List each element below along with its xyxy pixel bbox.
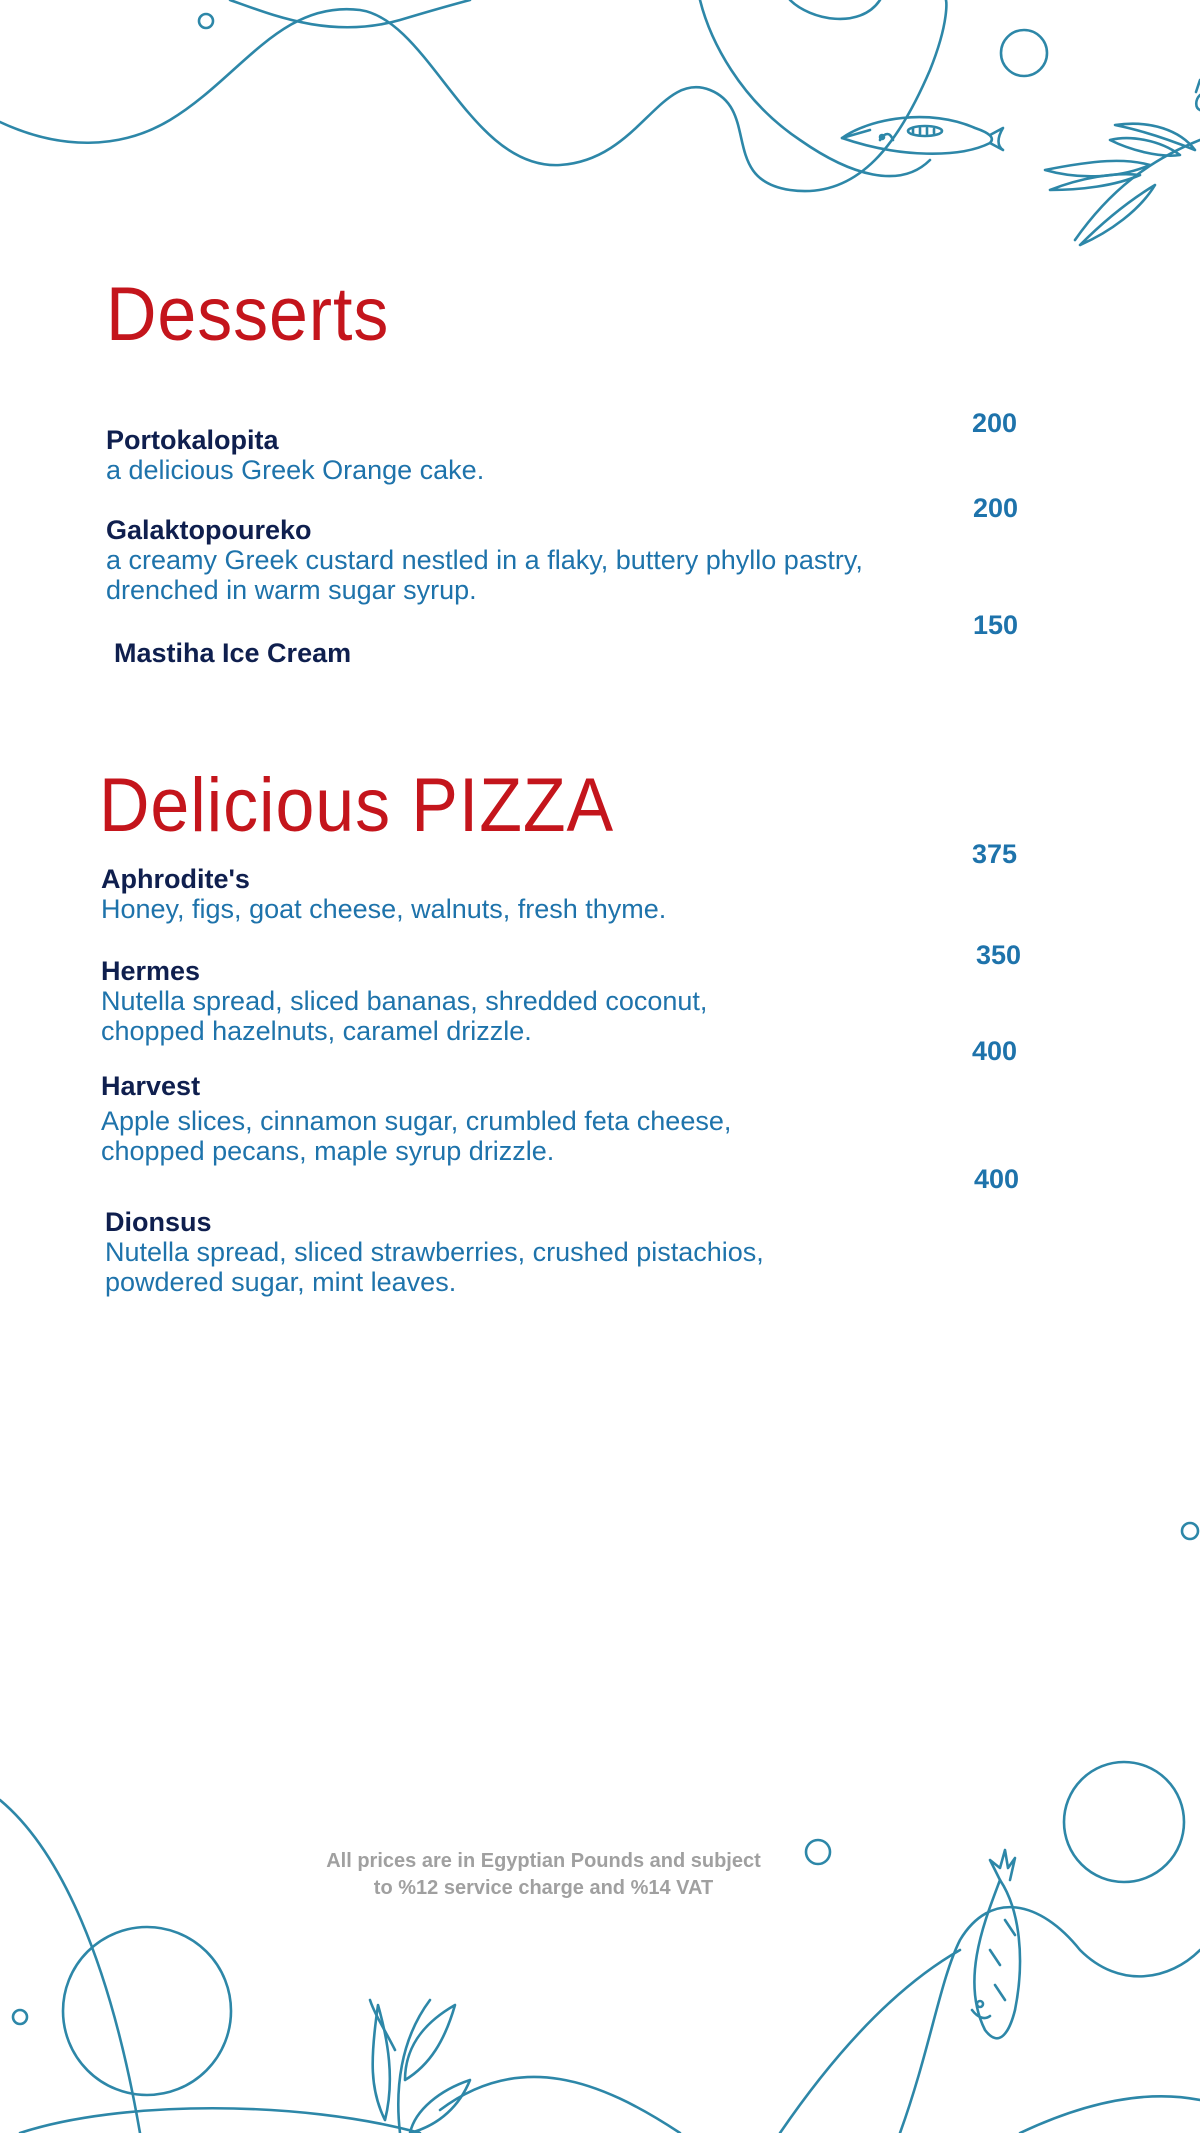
item-price: 200 [973,493,1019,523]
menu-item [101,956,731,1046]
bubble-icon [1001,30,1047,76]
menu-item [101,864,881,924]
bubble-icon [63,1927,231,2095]
bubble-icon [199,14,213,28]
section-title-desserts: Desserts [106,272,390,357]
top-wave-line [230,0,470,27]
menu-item [105,1207,785,1297]
bubble-icon [13,2010,27,2024]
item-description: a delicious Greek Orange cake. [106,455,485,485]
menu-item [106,515,886,605]
section-title-pizza: Delicious PIZZA [99,763,615,848]
item-price: 350 [976,940,1022,970]
item-price: 400 [972,1036,1018,1066]
item-description: a creamy Greek custard nestled in a flaky, buttery phyllo pastry, drenched in warm sugar syrup. [106,545,863,605]
item-price: 200 [972,408,1018,438]
item-name: Portokalopita [106,425,279,455]
bubble-icon [1064,1762,1184,1882]
menu-item [106,425,886,485]
item-name: Hermes [101,956,201,986]
fish-icon [842,117,1003,154]
bottom-wave-line [1020,2096,1200,2133]
item-name: Mastiha Ice Cream [114,638,352,668]
item-name: Aphrodite's [101,864,250,894]
footer-price-note: All prices are in Egyptian Pounds and subject to %12 service charge and %14 VAT [326,1850,761,1899]
item-name: Dionsus [105,1207,212,1237]
fish-icon [972,1850,1020,2038]
bottom-wave-line [0,1800,140,2133]
item-description: Nutella spread, sliced strawberries, crushed pistachios, powdered sugar, mint leaves. [105,1237,764,1297]
item-price: 400 [974,1164,1020,1194]
bubble-icon [1182,1523,1198,1539]
item-price: 150 [973,610,1019,640]
menu-item [101,1071,751,1166]
bottom-wave-line [780,1950,960,2133]
olive-branch-icon [370,2000,470,2133]
item-name: Harvest [101,1071,201,1101]
top-wave-line [700,0,930,176]
bottom-wave-line [440,2077,680,2133]
bubble-icon [806,1840,830,1864]
item-description: Nutella spread, sliced bananas, shredded coconut, chopped hazelnuts, caramel drizzle. [101,986,708,1046]
item-description: Honey, figs, goat cheese, walnuts, fresh thyme. [101,894,667,924]
bottom-wave-line [900,1907,1200,2133]
top-wave-line [0,0,946,191]
item-description: Apple slices, cinnamon sugar, crumbled feta cheese, chopped pecans, maple syrup drizzle. [101,1106,732,1166]
item-name: Galaktopoureko [106,515,312,545]
item-price: 375 [972,839,1018,869]
menu-item [114,638,814,668]
bottom-wave-line [20,2108,420,2133]
olive-branch-icon [1045,80,1200,245]
top-wave-line [790,0,880,19]
